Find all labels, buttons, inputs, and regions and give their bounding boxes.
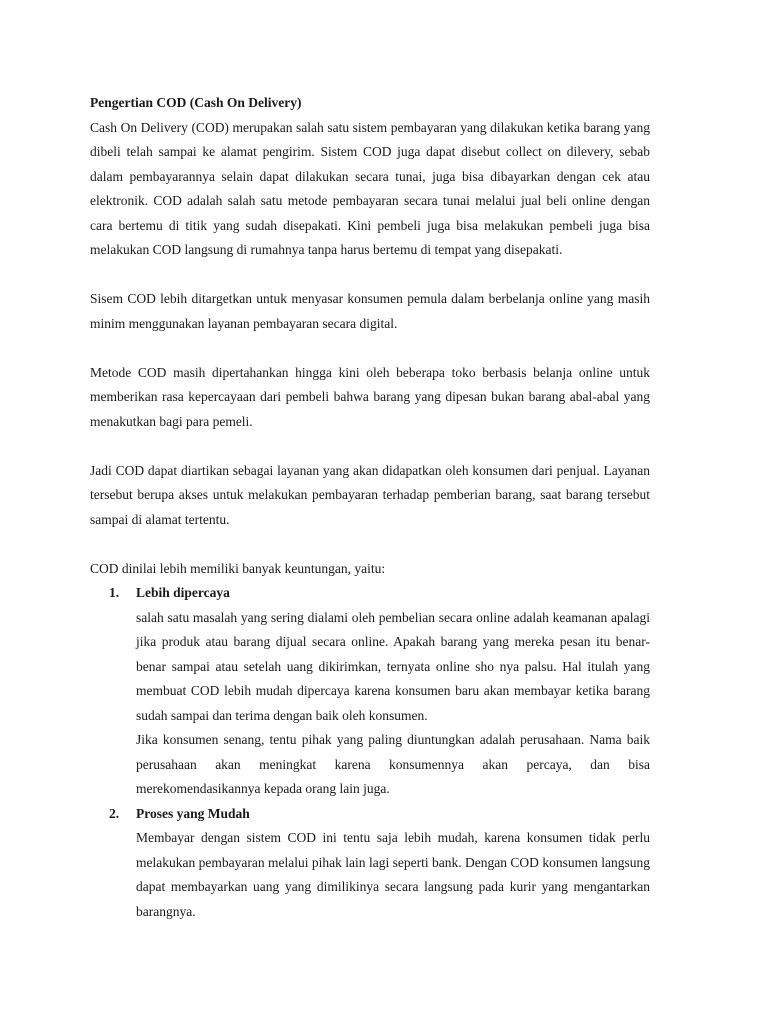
- paragraph: Sisem COD lebih ditargetkan untuk menyasar konsumen pemula dalam berbelanja online yang masih minim menggunakan layanan pembayaran secara digital.: [90, 291, 650, 331]
- list-item: [90, 802, 650, 925]
- list-item-paragraph: salah satu masalah yang sering dialami oleh pembelian secara online adalah keamanan apalagi jika produk atau barang dijual secara online. Apakah barang yang mereka pesan itu benar-benar sampai atau setelah uang dikirimkan, ternyata online sho nya palsu. Hal itulah yang membuat COD lebih mudah dipercaya karena konsumen baru akan membayar ketika barang sudah sampai dan terima dengan baik oleh konsumen.: [136, 609, 650, 723]
- list-item: [90, 581, 650, 802]
- list-item-paragraph: Jika konsumen senang, tentu pihak yang paling diuntungkan adalah perusahaan. Nama baik perusahaan akan meningkat karena konsumennya akan percaya, dan bisa merekomendasikannya kepada orang lain juga.: [136, 732, 650, 796]
- benefits-list: [90, 581, 650, 924]
- list-intro: COD dinilai lebih memiliki banyak keuntungan, yaitu:: [90, 560, 386, 576]
- paragraph: Metode COD masih dipertahankan hingga kini oleh beberapa toko berbasis belanja online untuk memberikan rasa kepercayaan dari pembeli bahwa barang yang dipesan bukan barang abal-abal yang menakutkan bagi para pemeli.: [90, 364, 650, 429]
- document-title: Pengertian COD (Cash On Delivery): [90, 95, 302, 110]
- paragraph: Cash On Delivery (COD) merupakan salah satu sistem pembayaran yang dilakukan ketika barang yang dibeli telah sampai ke alamat pengirim. Sistem COD juga dapat disebut collect on dilevery, sebab dalam pembayarannya selain dapat dilakukan secara tunai, juga bisa dibayarkan dengan cek atau elektronik. COD adalah salah satu metode pembayaran secara tunai melalui jual beli online dengan cara bertemu di titik yang sudah disepakati. Kini pembeli juga bisa melakukan pembeli juga bisa melakukan COD langsung di rumahnya tanpa harus bertemu di tempat yang disepakati.: [90, 119, 650, 257]
- list-item-heading: Lebih dipercaya: [136, 585, 230, 600]
- list-item-paragraph: Membayar dengan sistem COD ini tentu saja lebih mudah, karena konsumen tidak perlu melakukan pembayaran melalui pihak lain lagi seperti bank. Dengan COD konsumen langsung dapat membayarkan uang yang dimilikinya secara langsung pada kurir yang mengantarkan barangnya.: [136, 830, 650, 919]
- list-item-number: 2.: [109, 805, 120, 821]
- list-item-heading: Proses yang Mudah: [136, 805, 250, 821]
- paragraph: Jadi COD dapat diartikan sebagai layanan yang akan didapatkan oleh konsumen dari penjual. Layanan tersebut berupa akses untuk melakukan pembayaran terhadap pemberian barang, saat barang tersebut sampai di alamat tertentu.: [90, 462, 650, 527]
- list-item-number: 1.: [109, 585, 120, 600]
